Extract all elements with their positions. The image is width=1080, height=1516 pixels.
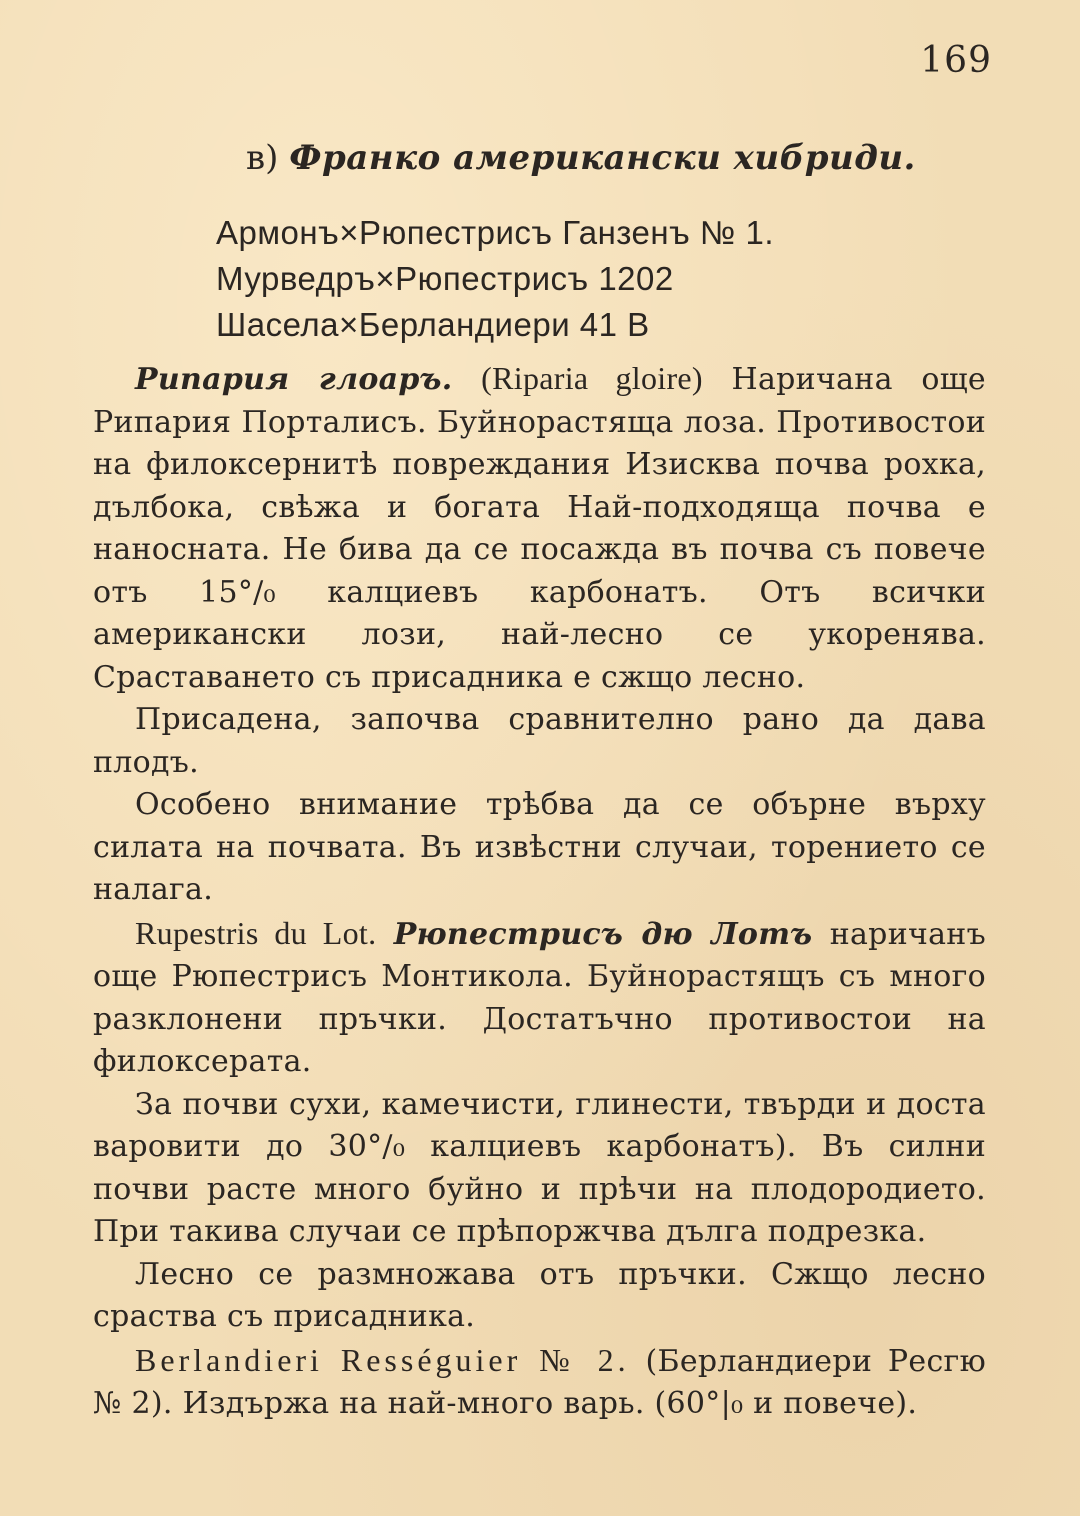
hybrid-item: Армонъ×Рюпестрисъ Ганзенъ № 1. — [216, 214, 775, 251]
paragraph-berlandieri — [93, 1339, 986, 1426]
page-number: 169 — [920, 40, 992, 81]
paragraph-riparia — [93, 357, 986, 699]
paragraph-propagation: Лесно се размножава отъ пръчки. Сжщо лесно сраства съ присадника. — [93, 1256, 986, 1334]
paragraph-rupestris — [93, 912, 986, 1084]
paragraph-text: (Берландиери Ресгю № 2). Издържа на най-много варь. (60°|₀ и повече). — [93, 1343, 986, 1421]
latin-name-berlandieri: Berlandieri Rességuier № 2. — [135, 1341, 630, 1378]
section-letter: в) — [246, 138, 279, 178]
latin-name-rupestris: Rupestris du Lot. — [135, 914, 377, 951]
paragraph-soils: За почви сухи, камечисти, глинести, твърди и доста варовити до 30°/₀ калциевъ карбонатъ). Въ силни почви расте много буйно и прѣчи на плодородието. При такива случаи се прѣпоржчва дълга подрезка. — [93, 1086, 986, 1249]
variety-name-rupestris: Рюпестрисъ дю Лотъ — [393, 916, 813, 952]
paragraph-text: Наричана още Рипария Порталисъ. Буйнорастяща лоза. Противостои на филоксернитѣ повреждания Изисква почва рохка, дълбока, свѣжа и богата Най-подходяща почва е наносната. Не бива да се посажда въ почва съ повече отъ 15°/₀ калциевъ карбонатъ. Отъ всички американски лози, най-лесно се укоренява. Сраставането съ присадника е сжщо лесно. — [93, 362, 986, 695]
latin-name-riparia: (Riparia gloire) — [481, 360, 703, 396]
section-title-text: Франко американски хибриди. — [289, 138, 916, 178]
body-text — [93, 357, 986, 1426]
hybrid-list — [216, 210, 774, 348]
paragraph-soil-attention: Особено внимание трѣбва да се обърне върху силата на почвата. Въ извѣстни случаи, торението се налага. — [93, 787, 986, 907]
variety-name-riparia: Рипария глоаръ. — [135, 362, 453, 397]
hybrid-item: Шасела×Берландиери 41 В — [216, 306, 650, 343]
section-title — [246, 138, 916, 178]
paragraph-grafted: Присадена, започва сравнително рано да дава плодъ. — [93, 702, 986, 780]
paragraph-text: наричанъ още Рюпестрисъ Монтикола. Буйнорастящъ съ много разклонени пръчки. Достатъчно противостои на филоксерата. — [93, 916, 986, 1079]
hybrid-item: Мурведръ×Рюпестрисъ 1202 — [216, 260, 674, 297]
